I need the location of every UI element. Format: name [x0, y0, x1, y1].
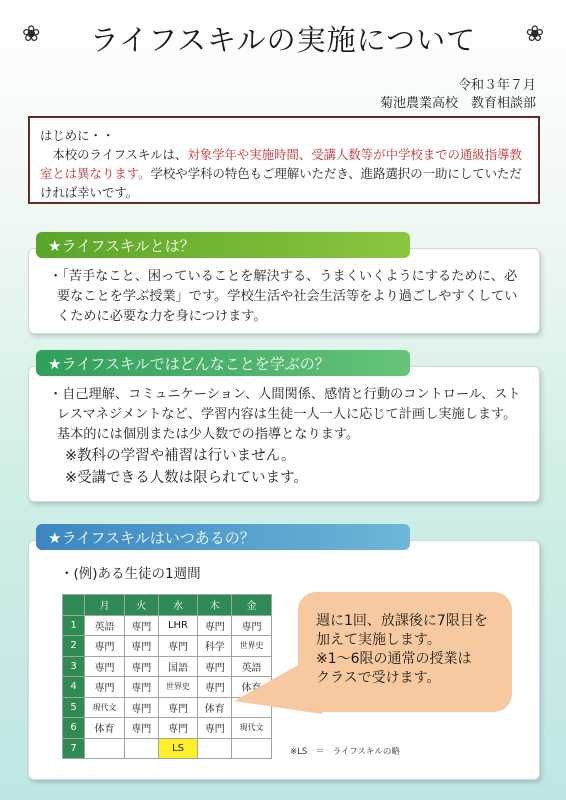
timetable-cell: 専門 — [85, 656, 125, 677]
ls-abbreviation-note: ※LS ＝ ライフスキルの略 — [290, 747, 400, 757]
timetable-cell: 世界史 — [158, 677, 198, 698]
period-number: 1 — [63, 615, 85, 636]
timetable-cell: 体育 — [198, 697, 232, 718]
example-label: ・(例)ある生徒の1週間 — [60, 566, 201, 582]
section-body-what — [28, 248, 540, 334]
timetable-cell: 専門 — [124, 677, 158, 698]
section-heading-when: ★ライフスキルはいつあるの？ — [36, 524, 410, 550]
timetable-cell — [232, 738, 272, 759]
timetable-cell: 専門 — [85, 636, 125, 657]
period-number: 4 — [63, 677, 85, 698]
day-header: 月 — [85, 595, 125, 616]
callout-line: 週に1回、放課後に7限目を — [316, 613, 488, 629]
timetable-cell: 国語 — [158, 656, 198, 677]
note-no-tutoring: ※教科の学習や補習は行いません。 — [65, 448, 296, 464]
flower-icon-left: ❀ — [22, 22, 41, 47]
timetable-header-row — [63, 595, 272, 616]
section-body-learn — [28, 366, 540, 502]
day-header: 火 — [124, 595, 158, 616]
life-skills-cell: LS — [158, 738, 198, 759]
timetable-cell: 専門 — [124, 636, 158, 657]
issue-date: 令和３年７月 — [457, 78, 536, 93]
timetable-row — [63, 615, 272, 636]
section-text-learn: ・自己理解、コミュニケーション、人間関係、感情と行動のコントロール、ストレスマネジメントなど、学習内容は生徒一人一人に応じて計画し実施します。基本的には個別または少人数での指導となります。 — [49, 387, 521, 442]
timetable-cell: 現代文 — [232, 718, 272, 739]
flower-icon-right: ❀ — [525, 22, 544, 47]
issuing-department: 菊池農業高校 教育相談部 — [379, 96, 536, 111]
intro-highlight: 対象学年や実施時間、受講人数等が中学校までの通級指導教室とは異なります。 — [40, 147, 522, 181]
timetable-cell — [198, 738, 232, 759]
timetable-cell: 専門 — [158, 718, 198, 739]
period-number: 7 — [63, 738, 85, 759]
timetable-cell: 英語 — [85, 615, 125, 636]
day-header: 金 — [232, 595, 272, 616]
period-number: 2 — [63, 636, 85, 657]
period-number: 5 — [63, 697, 85, 718]
timetable-cell: 専門 — [232, 615, 272, 636]
callout-line: ※1～6限の通常の授業は — [316, 651, 472, 667]
timetable-cell: 体育 — [232, 677, 272, 698]
timetable-cell: 科学 — [198, 636, 232, 657]
timetable-cell: 専門 — [198, 656, 232, 677]
timetable-cell: 専門 — [124, 697, 158, 718]
timetable-cell: 専門 — [124, 615, 158, 636]
timetable-cell: 世界史 — [232, 636, 272, 657]
timetable-cell: 専門 — [198, 677, 232, 698]
timetable-corner — [63, 595, 85, 616]
intro-body — [40, 145, 528, 202]
timetable-cell: 体育 — [85, 718, 125, 739]
timetable-row — [63, 636, 272, 657]
timetable-cell: 専門 — [124, 718, 158, 739]
timetable-cell: 専門 — [158, 636, 198, 657]
timetable-row — [63, 738, 272, 759]
page-title: ライフスキルの実施について — [89, 23, 477, 57]
intro-text-end: 学校や学科の特色もご理解いただき、進路選択の一助にしていただければ幸いです。 — [40, 166, 522, 200]
day-header: 木 — [198, 595, 232, 616]
timetable-cell: 専門 — [85, 677, 125, 698]
callout-line: クラスで受けます。 — [316, 670, 441, 686]
note-limited-seats: ※受講できる人数は限られています。 — [65, 470, 308, 486]
period-number: 6 — [63, 718, 85, 739]
intro-box — [28, 116, 540, 204]
callout-line: 加えて実施します。 — [316, 632, 441, 648]
intro-text-start: 本校のライフスキルは、 — [52, 147, 188, 162]
section-heading-what: ★ライフスキルとは？ — [36, 232, 410, 258]
timetable-cell: 英語 — [232, 656, 272, 677]
day-header: 水 — [158, 595, 198, 616]
timetable-cell: 専門 — [198, 615, 232, 636]
period-number: 3 — [63, 656, 85, 677]
timetable-cell: 専門 — [158, 697, 198, 718]
intro-lead: はじめに・・ — [40, 128, 115, 143]
section-text-what: ・「苦手なこと、困っていることを解決する、うまくいくようにするために、必要なことを学ぶ授業」です。学校生活や社会生活等をより過ごしやすくしていくために必要な力を身につけます。 — [49, 269, 518, 324]
timetable-cell — [85, 738, 125, 759]
timetable-cell — [124, 738, 158, 759]
section-heading-learn: ★ライフスキルではどんなことを学ぶの？ — [36, 350, 410, 376]
timetable-cell: LHR — [158, 615, 198, 636]
timetable-cell: 現代文 — [85, 697, 125, 718]
timetable-cell: 専門 — [198, 718, 232, 739]
weekly-timetable — [62, 594, 272, 759]
schedule-callout — [298, 592, 512, 712]
timetable-row — [63, 656, 272, 677]
timetable-cell: 専門 — [124, 656, 158, 677]
